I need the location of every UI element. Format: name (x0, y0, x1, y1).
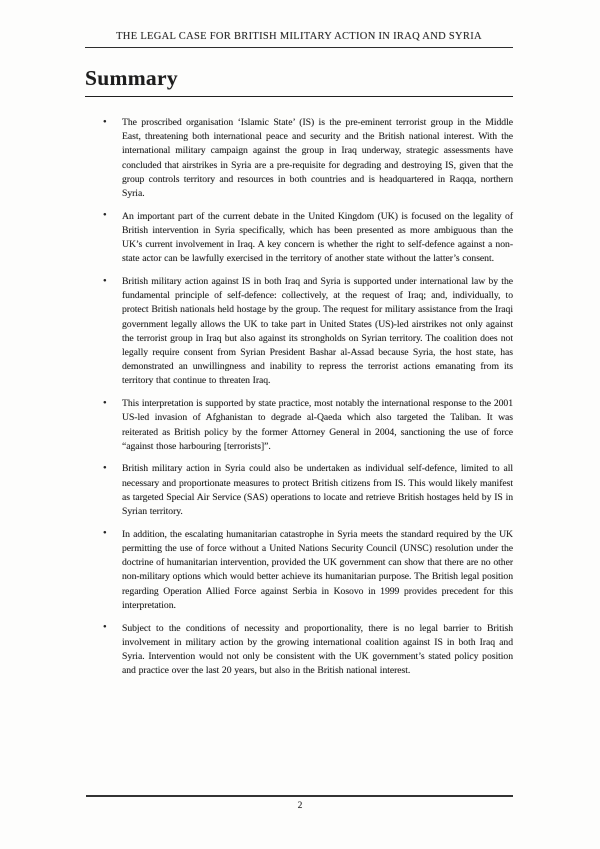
bullet-marker-icon: • (103, 462, 107, 474)
bullet-text: This interpretation is supported by state practice, most notably the international response to the 2001 US-led invasion of Afghanistan to degrade al-Qaeda which also targeted the Taliban. It was reiterated as British policy by the former Attorney General in 2004, sanctioning the use of force “against those harbouring [terrorists]”. (122, 398, 513, 452)
section-title: Summary (85, 66, 178, 90)
bullet-item-6 (85, 528, 513, 613)
bullet-item-2 (85, 210, 513, 267)
bullet-item-4 (85, 397, 513, 454)
bullet-marker-icon: • (103, 210, 107, 222)
bullet-item-7 (85, 622, 513, 679)
bullet-marker-icon: • (103, 622, 107, 633)
bullet-text: In addition, the escalating humanitarian catastrophe in Syria meets the standard required by the UK permitting the use of force without a United Nations Security Council (UNSC) resolution under the doctrine of humanitarian intervention, provided the UK government can show that there are no other non-military options which would better achieve its humanitarian purpose. The British legal position regarding Operation Allied Force against Serbia in Kosovo in 1999 provides precedent for this interpretation. (122, 528, 513, 611)
bullet-marker-icon: • (103, 397, 107, 409)
bullet-marker-icon: • (103, 116, 107, 128)
bullet-item-1 (85, 116, 513, 201)
summary-bullet-list (85, 116, 513, 678)
bullet-text: British military action in Syria could also be undertaken as individual self-defence, limited to all necessary and proportionate measures to protect British citizens from IS. This would likely manifest as targeted Special Air Service (SAS) operations to locate and retrieve British hostages held by IS in Syrian territory. (122, 463, 513, 518)
bullet-marker-icon: • (103, 528, 107, 540)
section-title-rule (85, 96, 513, 97)
bullet-text: British military action against IS in both Iraq and Syria is supported under international law by the fundamental principle of self-defence: collectively, at the request of Iraq; and, individually, to protect British nationals held hostage by the group. The request for military assistance from the Iraqi government legally allows the UK to take part in United States (US)-led airstrikes not only against the terrorist group in Iraq but also against its strongholds on Syrian territory. The coalition does not legally require consent from Syrian President Bashar al-Assad because Syria, the host state, has demonstrated an unwillingness and inability to repress the terrorist actions emanating from its territory that continue to threaten Iraq. (122, 276, 513, 387)
bullet-marker-icon: • (103, 275, 107, 287)
running-header: THE LEGAL CASE FOR BRITISH MILITARY ACTION IN IRAQ AND SYRIA (85, 31, 513, 48)
bullet-text: An important part of the current debate in the United Kingdom (UK) is focused on the legality of British intervention in Syria specifically, which has been presented as more ambiguous than the UK’s current involvement in Iraq. A key concern is whether the right to self-defence against a non-state actor can be lawfully exercised in the territory of another state without the latter’s consent. (122, 210, 513, 265)
bullet-item-3 (85, 275, 513, 389)
bullet-text: Subject to the conditions of necessity and proportionality, there is no legal barrier to British involvement in military action by the growing international coalition against IS in both Iraq and Syria. Intervention would not only be consistent with the UK government’s stated policy position and practice over the last 20 years, but also in the British national interest. (122, 622, 513, 677)
bullet-item-5 (85, 462, 513, 519)
footer-rule (86, 795, 513, 797)
bullet-text: The proscribed organisation ‘Islamic State’ (IS) is the pre-eminent terrorist group in the Middle East, threatening both international peace and security and the British national interest. With the international military campaign against the group in Iraq underway, strategic assessments have concluded that airstrikes in Syria are a pre-requisite for degrading and destroying IS, given that the group controls territory and resources in both countries and is headquartered in Raqqa, northern Syria. (122, 117, 513, 200)
page-number: 2 (297, 801, 303, 811)
